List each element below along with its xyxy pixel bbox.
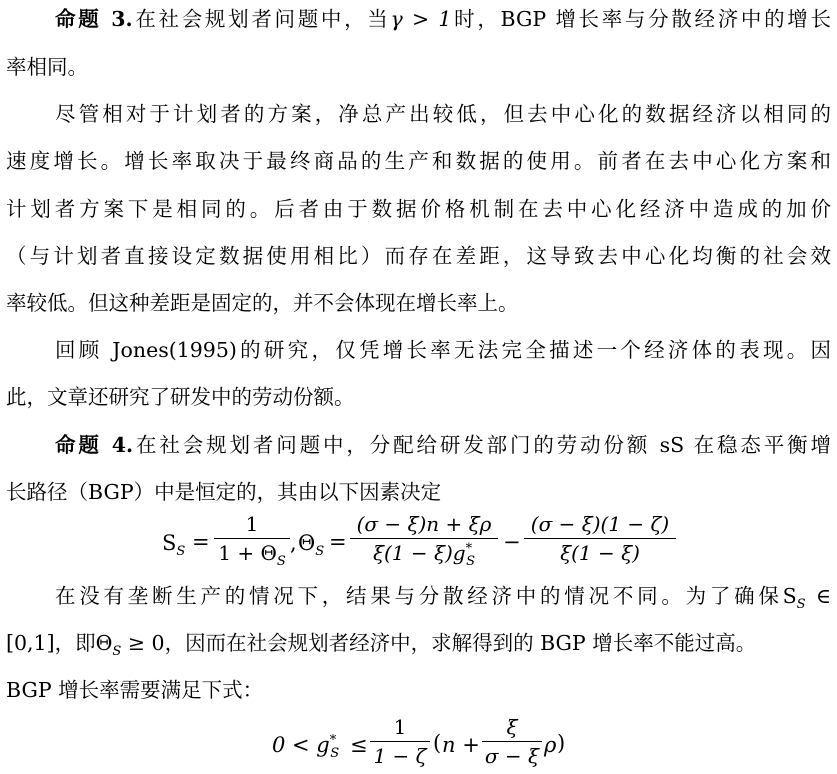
paragraph-line: 率较低。但这种差距是固定的，并不会体现在增长率上。	[6, 291, 519, 315]
eq2-lhs: $0 < g^*_S$	[272, 733, 340, 762]
paragraph-line: 计划者方案下是相同的。后者由于数据价格机制在去中心化经济中造成的加价	[6, 197, 831, 221]
prop3-line1	[55, 4, 831, 34]
eq1-theta: $\Theta_S$	[298, 531, 325, 560]
paragraph-line: 尽管相对于计划者的方案，净总产出较低，但去中心化的数据经济以相同的	[55, 102, 831, 126]
eq2-fraction-1: 1 1 − ζ	[370, 715, 430, 768]
paragraph-line: BGP 增长率需要满足下式：	[6, 678, 264, 702]
eq1-lhs: $S_S$	[162, 531, 186, 560]
prop3-label: 命题 3.	[55, 7, 133, 31]
eq1-fraction-2: (σ − ξ)n + ξρ $\xi(1 - \xi)g^*_S$	[350, 512, 498, 569]
prop3-line2: 率相同。	[6, 55, 88, 79]
prop4-label: 命题 4.	[55, 433, 134, 457]
eq1-fraction-3: (σ − ξ)(1 − ζ) ξ(1 − ξ)	[524, 512, 676, 565]
eq1-equals: =	[192, 530, 210, 554]
prop3-text-tail: 时，BGP 增长率与分散经济中的增长	[451, 7, 832, 31]
paragraph-line: [0,1]，即$\Theta_S \ge 0$，因而在社会规划者经济中，求解得到的 BGP 增长率不能过高。	[6, 631, 757, 660]
prop4-text: 在社会规划者问题中，分配给研发部门的劳动份额 sS 在稳态平衡增	[133, 433, 831, 457]
eq2-close-paren: )	[557, 731, 566, 755]
eq1-minus: −	[503, 530, 521, 554]
eq1-fraction-1: 1 $1 + \Theta_S$	[214, 512, 290, 569]
eq2-rho: ρ	[544, 733, 557, 757]
paragraph-line: 在没有垄断生产的情况下，结果与分散经济中的情况不同。为了确保$S_S$ ∈	[55, 584, 831, 613]
gamma-condition: γ > 1	[390, 7, 452, 31]
prop3-text: 在社会规划者问题中，当	[132, 7, 391, 31]
prop4-line2: 长路径（BGP）中是恒定的，其由以下因素决定	[6, 480, 442, 504]
paragraph-line: （与计划者直接设定数据使用相比）而存在差距，这导致去中心化均衡的社会效	[6, 244, 831, 268]
paragraph-line: 此，文章还研究了研发中的劳动份额。	[6, 385, 355, 409]
eq1-comma: ,	[290, 531, 297, 555]
eq1-equals-2: =	[329, 530, 347, 554]
eq2-leq: ≤	[350, 733, 368, 757]
eq2-fraction-2: ξ σ − ξ	[482, 715, 542, 768]
paragraph-line: 回顾 Jones(1995)的研究，仅凭增长率无法完全描述一个经济体的表现。因	[55, 338, 831, 362]
eq2-n-plus: n +	[442, 733, 480, 757]
paragraph-line: 速度增长。增长率取决于最终商品的生产和数据的使用。前者在去中心化方案和	[6, 149, 831, 173]
prop4-line1	[55, 430, 831, 460]
eq2-open-paren: (	[433, 731, 442, 755]
